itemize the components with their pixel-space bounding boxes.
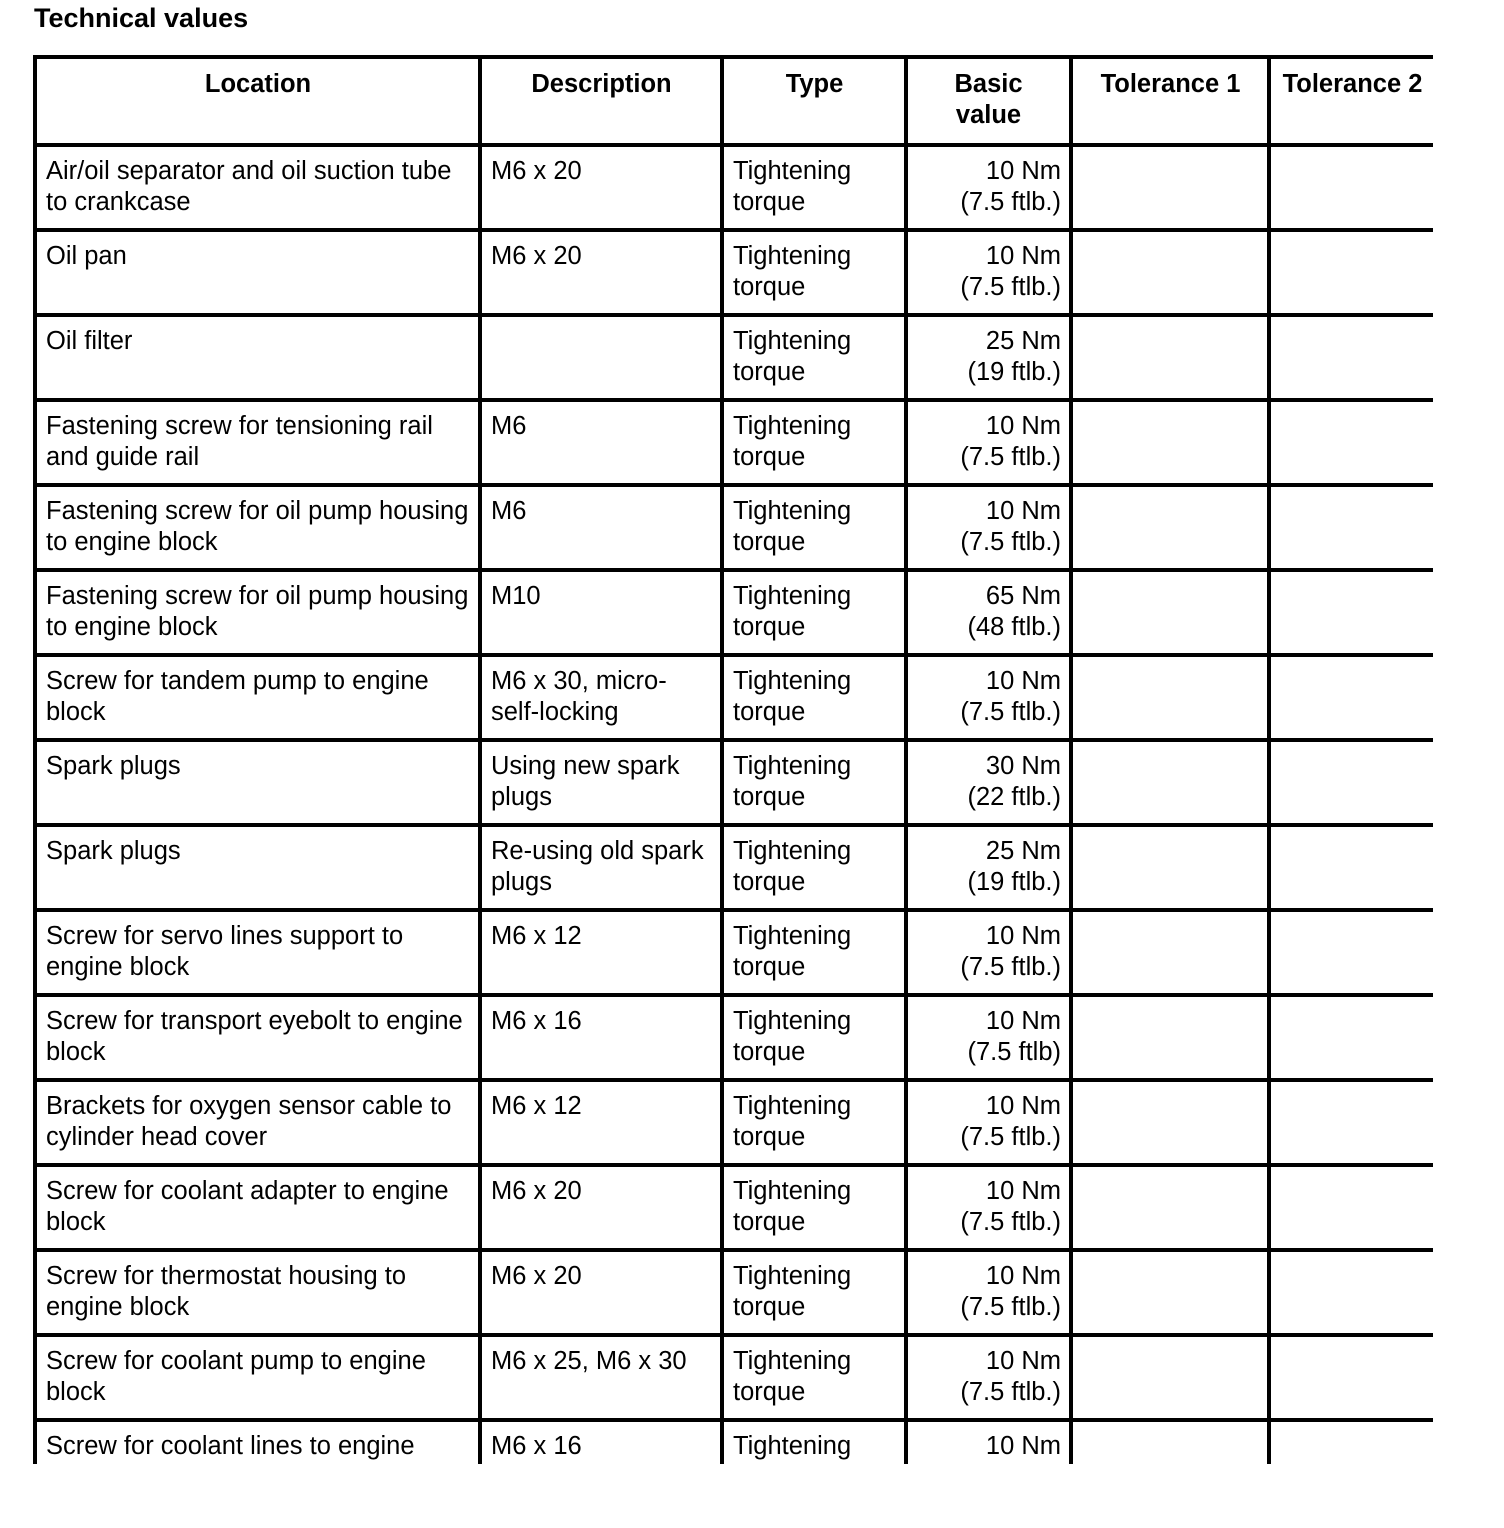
basic-value-ftlb: (7.5 ftlb.)	[960, 443, 1061, 471]
cell-basic-value	[906, 825, 1071, 910]
cell-type: Tightening	[722, 1420, 906, 1464]
basic-value-nm: 10 Nm	[985, 1007, 1061, 1035]
cell-description: M6 x 20	[480, 1165, 722, 1250]
cell-location: Screw for tandem pump to engine block	[35, 655, 480, 740]
cell-type: Tightening torque	[722, 1250, 906, 1335]
column-header-type: Type	[722, 57, 906, 145]
cell-location: Screw for transport eyebolt to engine block	[35, 995, 480, 1080]
table-header-row	[35, 57, 1433, 145]
basic-value-nm: 10 Nm	[985, 157, 1061, 185]
cell-basic-value	[906, 1420, 1071, 1464]
cell-location: Spark plugs	[35, 825, 480, 910]
table-row	[35, 1165, 1433, 1250]
cell-type: Tightening torque	[722, 1080, 906, 1165]
technical-values-table-container	[33, 55, 1433, 1464]
cell-tolerance-1	[1071, 825, 1269, 910]
cell-tolerance-2	[1269, 1165, 1433, 1250]
cell-type: Tightening torque	[722, 230, 906, 315]
basic-value-nm: 10 Nm	[985, 1177, 1061, 1205]
cell-basic-value	[906, 995, 1071, 1080]
cell-basic-value	[906, 1080, 1071, 1165]
basic-value-nm: 25 Nm	[985, 837, 1061, 865]
cell-type: Tightening torque	[722, 825, 906, 910]
cell-location: Oil filter	[35, 315, 480, 400]
basic-value-ftlb: (22 ftlb.)	[967, 783, 1061, 811]
table-row	[35, 1420, 1433, 1464]
cell-tolerance-1	[1071, 1335, 1269, 1420]
cell-tolerance-2	[1269, 230, 1433, 315]
cell-location: Fastening screw for oil pump housing to engine block	[35, 570, 480, 655]
cell-tolerance-1	[1071, 400, 1269, 485]
cell-location: Spark plugs	[35, 740, 480, 825]
cell-tolerance-1	[1071, 1165, 1269, 1250]
technical-values-table	[33, 55, 1433, 1464]
cell-tolerance-2	[1269, 485, 1433, 570]
table-row	[35, 1250, 1433, 1335]
cell-tolerance-1	[1071, 570, 1269, 655]
cell-tolerance-2	[1269, 315, 1433, 400]
cell-location: Fastening screw for tensioning rail and guide rail	[35, 400, 480, 485]
cell-description: M6 x 25, M6 x 30	[480, 1335, 722, 1420]
basic-value-ftlb: (7.5 ftlb.)	[960, 273, 1061, 301]
cell-description: M6 x 12	[480, 1080, 722, 1165]
cell-tolerance-2	[1269, 400, 1433, 485]
cell-type: Tightening torque	[722, 485, 906, 570]
table-row	[35, 1080, 1433, 1165]
cell-basic-value	[906, 1335, 1071, 1420]
basic-value-nm: 10 Nm	[985, 242, 1061, 270]
cell-description: M6 x 20	[480, 230, 722, 315]
cell-description	[480, 315, 722, 400]
cell-basic-value	[906, 400, 1071, 485]
column-header-tolerance-1: Tolerance 1	[1071, 57, 1269, 145]
cell-description: M6 x 16	[480, 1420, 722, 1464]
basic-value-nm: 10 Nm	[985, 1262, 1061, 1290]
cell-tolerance-1	[1071, 230, 1269, 315]
cell-type: Tightening torque	[722, 315, 906, 400]
cell-basic-value	[906, 145, 1071, 230]
cell-tolerance-2	[1269, 910, 1433, 995]
basic-value-ftlb: (7.5 ftlb.)	[960, 1208, 1061, 1236]
column-header-tolerance-2: Tolerance 2	[1269, 57, 1433, 145]
basic-value-nm: 10 Nm	[985, 922, 1061, 950]
cell-tolerance-2	[1269, 145, 1433, 230]
cell-tolerance-1	[1071, 655, 1269, 740]
cell-tolerance-1	[1071, 740, 1269, 825]
cell-basic-value	[906, 315, 1071, 400]
basic-value-nm: 10 Nm	[985, 412, 1061, 440]
cell-location: Screw for servo lines support to engine block	[35, 910, 480, 995]
cell-tolerance-2	[1269, 1250, 1433, 1335]
cell-type: Tightening torque	[722, 1165, 906, 1250]
cell-basic-value	[906, 570, 1071, 655]
cell-basic-value	[906, 1250, 1071, 1335]
basic-value-nm: 10 Nm	[985, 1432, 1061, 1460]
cell-basic-value	[906, 655, 1071, 740]
cell-tolerance-2	[1269, 740, 1433, 825]
basic-value-nm: 10 Nm	[985, 497, 1061, 525]
cell-description: M6 x 30, micro-self-locking	[480, 655, 722, 740]
cell-location: Fastening screw for oil pump housing to engine block	[35, 485, 480, 570]
cell-tolerance-1	[1071, 1420, 1269, 1464]
cell-location: Screw for coolant adapter to engine block	[35, 1165, 480, 1250]
cell-location: Air/oil separator and oil suction tube to crankcase	[35, 145, 480, 230]
basic-value-nm: 65 Nm	[985, 582, 1061, 610]
cell-tolerance-2	[1269, 1080, 1433, 1165]
cell-description: Re-using old spark plugs	[480, 825, 722, 910]
basic-value-ftlb: (7.5 ftlb.)	[960, 1378, 1061, 1406]
cell-tolerance-1	[1071, 910, 1269, 995]
basic-value-nm: 10 Nm	[985, 667, 1061, 695]
cell-tolerance-2	[1269, 1420, 1433, 1464]
cell-tolerance-2	[1269, 570, 1433, 655]
cell-basic-value	[906, 910, 1071, 995]
cell-location: Oil pan	[35, 230, 480, 315]
table-row	[35, 825, 1433, 910]
basic-value-ftlb: (7.5 ftlb.)	[960, 1293, 1061, 1321]
cell-location: Screw for thermostat housing to engine block	[35, 1250, 480, 1335]
cell-type: Tightening torque	[722, 570, 906, 655]
cell-description: Using new spark plugs	[480, 740, 722, 825]
cell-tolerance-2	[1269, 1335, 1433, 1420]
basic-value-nm: 25 Nm	[985, 327, 1061, 355]
cell-tolerance-2	[1269, 825, 1433, 910]
table-row	[35, 655, 1433, 740]
cell-tolerance-1	[1071, 315, 1269, 400]
cell-location: Brackets for oxygen sensor cable to cylinder head cover	[35, 1080, 480, 1165]
basic-value-ftlb: (7.5 ftlb.)	[960, 1123, 1061, 1151]
cell-basic-value	[906, 230, 1071, 315]
cell-location: Screw for coolant lines to engine	[35, 1420, 480, 1464]
cell-description: M6	[480, 400, 722, 485]
table-body	[35, 145, 1433, 1464]
basic-value-ftlb: (19 ftlb.)	[967, 358, 1061, 386]
column-header-description: Description	[480, 57, 722, 145]
cell-type: Tightening torque	[722, 740, 906, 825]
cell-type: Tightening torque	[722, 145, 906, 230]
cell-type: Tightening torque	[722, 1335, 906, 1420]
cell-description: M6 x 12	[480, 910, 722, 995]
cell-location: Screw for coolant pump to engine block	[35, 1335, 480, 1420]
basic-value-nm: 30 Nm	[985, 752, 1061, 780]
cell-description: M6 x 20	[480, 145, 722, 230]
cell-tolerance-2	[1269, 655, 1433, 740]
table-row	[35, 910, 1433, 995]
table-row	[35, 1335, 1433, 1420]
column-header-basic-value: Basic value	[906, 57, 1071, 145]
page-title: Technical values	[34, 3, 249, 33]
basic-value-ftlb: (7.5 ftlb.)	[960, 188, 1061, 216]
cell-tolerance-1	[1071, 145, 1269, 230]
cell-description: M6	[480, 485, 722, 570]
cell-tolerance-1	[1071, 1250, 1269, 1335]
cell-description: M10	[480, 570, 722, 655]
cell-type: Tightening torque	[722, 655, 906, 740]
table-row	[35, 400, 1433, 485]
cell-tolerance-1	[1071, 995, 1269, 1080]
table-row	[35, 740, 1433, 825]
basic-value-nm: 10 Nm	[985, 1347, 1061, 1375]
table-row	[35, 570, 1433, 655]
table-row	[35, 485, 1433, 570]
basic-value-ftlb: (19 ftlb.)	[967, 868, 1061, 896]
cell-basic-value	[906, 740, 1071, 825]
table-row	[35, 230, 1433, 315]
table-row	[35, 145, 1433, 230]
basic-value-ftlb: (7.5 ftlb.)	[960, 953, 1061, 981]
basic-value-ftlb: (48 ftlb.)	[967, 613, 1061, 641]
table-row	[35, 315, 1433, 400]
cell-tolerance-1	[1071, 485, 1269, 570]
cell-type: Tightening torque	[722, 910, 906, 995]
cell-type: Tightening torque	[722, 400, 906, 485]
cell-basic-value	[906, 485, 1071, 570]
table-row	[35, 995, 1433, 1080]
cell-description: M6 x 20	[480, 1250, 722, 1335]
cell-description: M6 x 16	[480, 995, 722, 1080]
basic-value-ftlb: (7.5 ftlb.)	[960, 528, 1061, 556]
basic-value-ftlb: (7.5 ftlb.)	[960, 698, 1061, 726]
basic-value-ftlb: (7.5 ftlb)	[967, 1038, 1061, 1066]
cell-tolerance-1	[1071, 1080, 1269, 1165]
column-header-location: Location	[35, 57, 480, 145]
basic-value-nm: 10 Nm	[985, 1092, 1061, 1120]
cell-basic-value	[906, 1165, 1071, 1250]
cell-type: Tightening torque	[722, 995, 906, 1080]
cell-tolerance-2	[1269, 995, 1433, 1080]
